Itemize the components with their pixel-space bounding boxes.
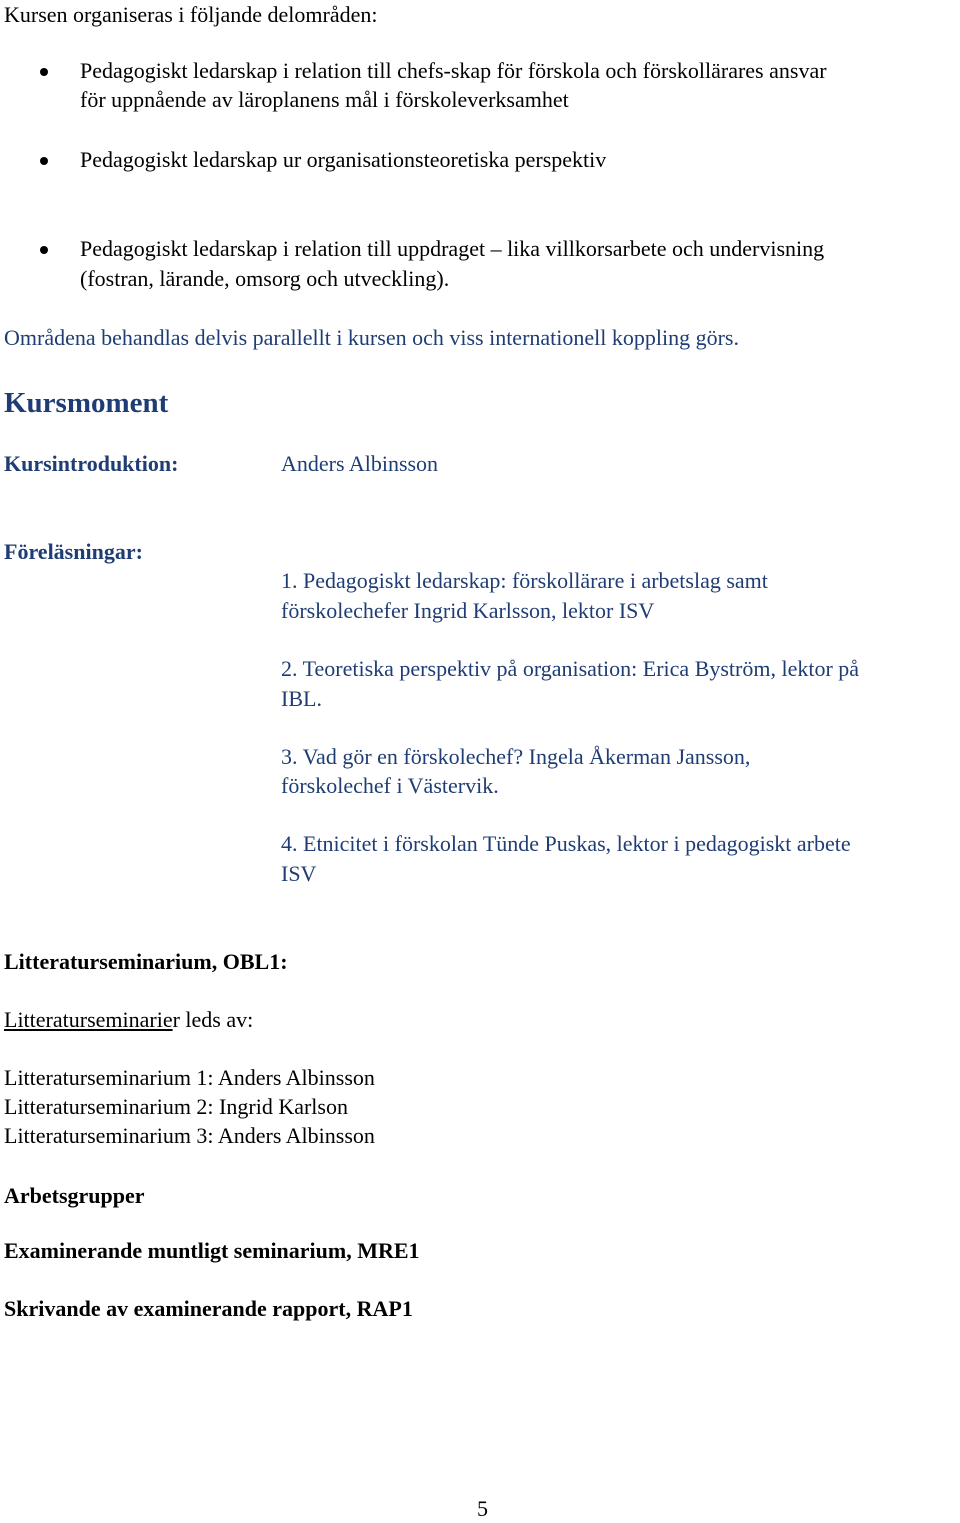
areas-note: Områdena behandlas delvis parallellt i kursen och viss internationell koppling görs. bbox=[4, 325, 739, 350]
lit-seminar-item: Litteraturseminarium 2: Ingrid Karlson bbox=[4, 1094, 348, 1119]
lecture-item-line: förskolechefer Ingrid Karlsson, lektor ISV bbox=[281, 598, 655, 623]
kursintro-label: Kursintroduktion: bbox=[4, 451, 179, 476]
bullet-icon bbox=[40, 68, 48, 76]
lecture-item-line: 3. Vad gör en förskolechef? Ingela Åkerman Jansson, bbox=[281, 744, 751, 769]
area-item-line: för uppnående av läroplanens mål i förskoleverksamhet bbox=[80, 87, 569, 112]
lit-seminar-heading: Litteraturseminarium, OBL1: bbox=[4, 949, 288, 974]
report-heading: Skrivande av examinerande rapport, RAP1 bbox=[4, 1296, 413, 1321]
arbetsgrupper-heading: Arbetsgrupper bbox=[4, 1183, 145, 1208]
lecture-item-line: 2. Teoretiska perspektiv på organisation: Erica Byström, lektor på bbox=[281, 656, 860, 681]
exam-seminar-heading: Examinerande muntligt seminarium, MRE1 bbox=[4, 1238, 420, 1263]
lit-seminar-item: Litteraturseminarium 1: Anders Albinsson bbox=[4, 1065, 375, 1090]
lecture-item-line: förskolechef i Västervik. bbox=[281, 773, 499, 798]
lecture-item-line: 4. Etnicitet i förskolan Tünde Puskas, lektor i pedagogiskt arbete bbox=[281, 831, 851, 856]
lit-seminar-led-by-underlined: Litteraturseminarie bbox=[4, 1007, 173, 1032]
area-item-line: Pedagogiskt ledarskap i relation till chefs-skap för förskola och förskollärares ansvar bbox=[80, 58, 827, 83]
section-heading: Kursmoment bbox=[4, 387, 169, 419]
bullet-icon bbox=[40, 157, 48, 165]
lecture-item-line: ISV bbox=[281, 861, 317, 886]
page-number: 5 bbox=[477, 1496, 488, 1521]
area-item-line: (fostran, lärande, omsorg och utveckling). bbox=[80, 266, 450, 291]
area-item-line: Pedagogiskt ledarskap i relation till uppdraget – lika villkorsarbete och undervisning bbox=[80, 236, 825, 261]
lit-seminar-item: Litteraturseminarium 3: Anders Albinsson bbox=[4, 1123, 375, 1148]
lectures-label: Föreläsningar: bbox=[4, 539, 143, 564]
lecture-item-line: IBL. bbox=[281, 686, 322, 711]
bullet-icon bbox=[40, 246, 48, 254]
lit-seminar-led-by bbox=[4, 1005, 253, 1034]
intro-heading: Kursen organiseras i följande delområden: bbox=[4, 2, 378, 27]
area-item-line: Pedagogiskt ledarskap ur organisationsteoretiska perspektiv bbox=[80, 147, 607, 172]
lecture-item-line: 1. Pedagogiskt ledarskap: förskollärare i arbetslag samt bbox=[281, 568, 768, 593]
kursintro-value: Anders Albinsson bbox=[281, 451, 439, 476]
lit-seminar-led-by-rest: r leds av: bbox=[172, 1007, 254, 1032]
